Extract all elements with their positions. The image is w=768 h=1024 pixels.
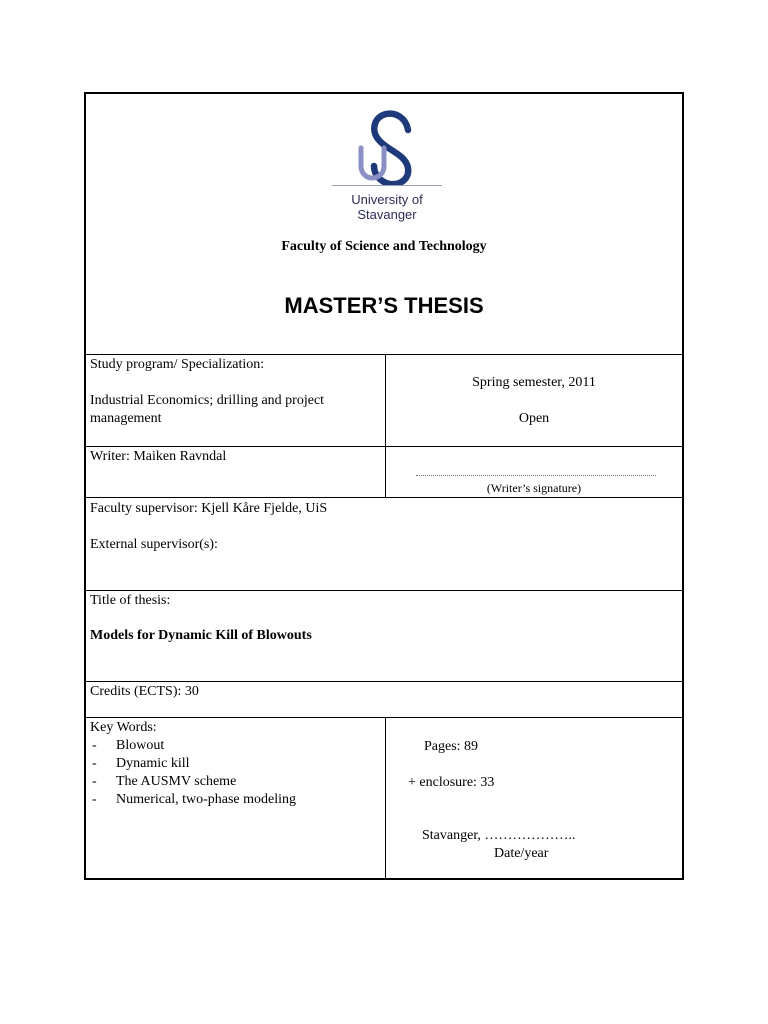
signature-line <box>416 475 656 476</box>
logo-divider <box>332 185 442 186</box>
keyword-bullet: - <box>92 792 97 807</box>
faculty-name: Faculty of Science and Technology <box>281 239 487 254</box>
enclosure-count: + enclosure: 33 <box>408 775 495 790</box>
access-status: Open <box>518 411 550 426</box>
university-name-line-1: University of <box>351 192 423 207</box>
document-title: MASTER’S THESIS <box>284 293 484 318</box>
thesis-title: Models for Dynamic Kill of Blowouts <box>90 628 312 643</box>
page-count: Pages: 89 <box>424 739 479 754</box>
keyword-item: Numerical, two-phase modeling <box>116 792 297 807</box>
semester: Spring semester, 2011 <box>472 375 596 390</box>
thesis-title-label: Title of thesis: <box>90 593 171 608</box>
divider <box>86 354 682 355</box>
study-program-value: Industrial Economics; drilling and project <box>90 393 325 408</box>
divider <box>86 497 682 498</box>
divider <box>86 446 682 447</box>
writer-name: Writer: Maiken Ravndal <box>90 449 227 464</box>
keyword-bullet: - <box>92 738 97 753</box>
thesis-cover-form <box>84 92 684 880</box>
keywords-label: Key Words: <box>90 720 157 735</box>
university-name-line-2: Stavanger <box>357 207 417 222</box>
divider <box>86 717 682 718</box>
external-supervisor: External supervisor(s): <box>90 537 218 552</box>
keyword-item: Blowout <box>116 738 165 753</box>
study-program-value-cont: management <box>90 411 162 426</box>
study-program-label: Study program/ Specialization: <box>90 357 265 372</box>
place-field: Stavanger, ……………….. <box>422 828 576 843</box>
date-caption: Date/year <box>494 846 549 861</box>
credits: Credits (ECTS): 30 <box>90 684 199 699</box>
keyword-bullet: - <box>92 774 97 789</box>
university-logo <box>332 108 442 226</box>
column-divider <box>385 717 386 880</box>
divider <box>86 681 682 682</box>
keyword-item: Dynamic kill <box>116 756 190 771</box>
faculty-supervisor: Faculty supervisor: Kjell Kåre Fjelde, UiS <box>90 501 328 516</box>
keyword-item: The AUSMV scheme <box>116 774 237 789</box>
keyword-bullet: - <box>92 756 97 771</box>
uis-logo-icon <box>332 108 442 186</box>
divider <box>86 590 682 591</box>
signature-caption: (Writer’s signature) <box>486 481 582 495</box>
